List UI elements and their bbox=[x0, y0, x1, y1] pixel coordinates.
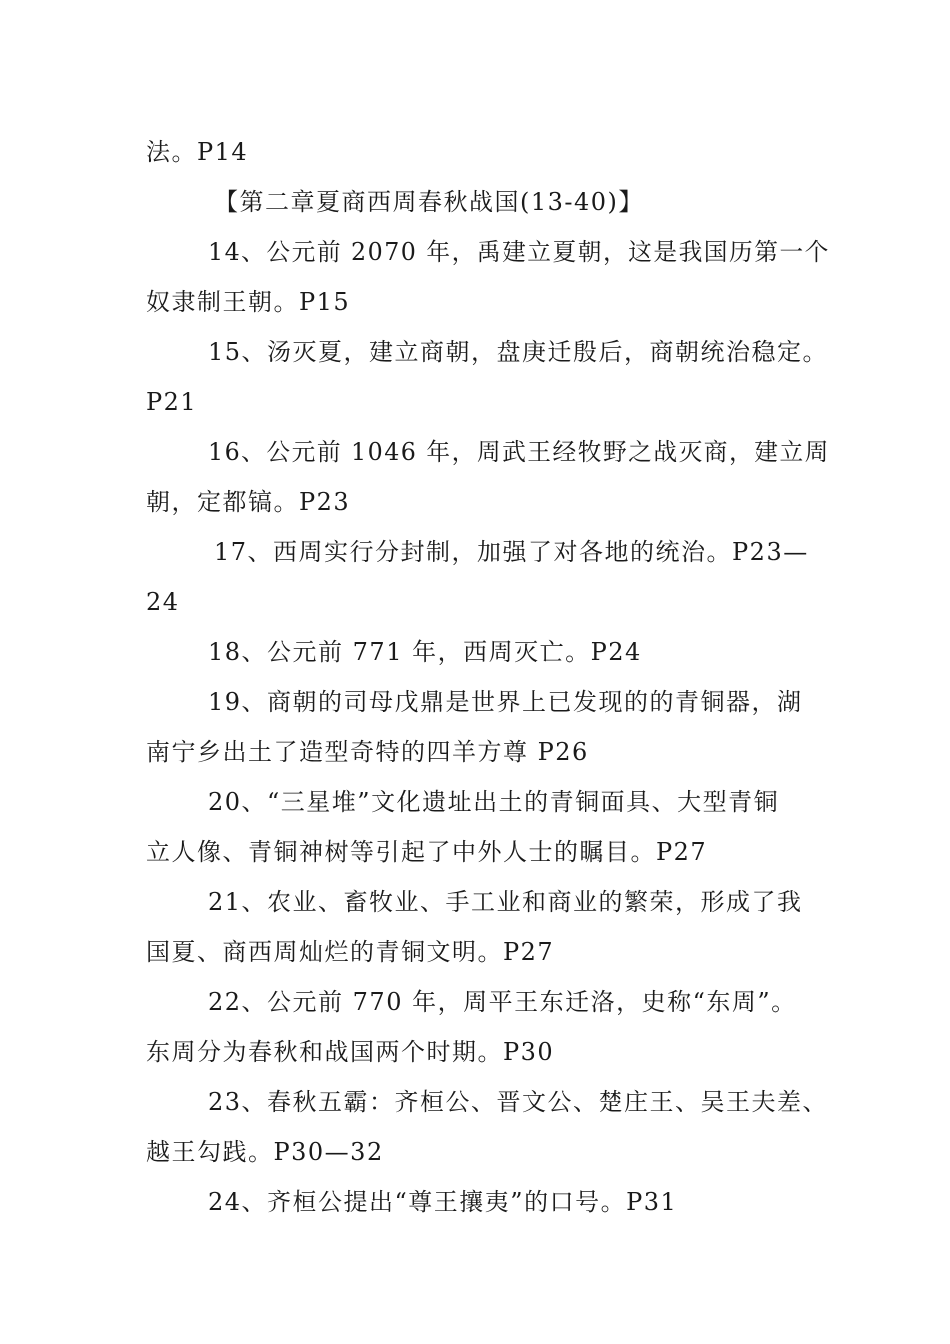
text-line: 奴隶制王朝。P15 bbox=[146, 288, 351, 316]
text-line: 东周分为春秋和战国两个时期。P30 bbox=[146, 1038, 555, 1066]
text-line: 14、公元前 2070 年，禹建立夏朝，这是我国历第一个 bbox=[208, 238, 830, 266]
text-line: P21 bbox=[146, 388, 198, 416]
text-line: 16、公元前 1046 年，周武王经牧野之战灭商，建立周 bbox=[208, 438, 830, 466]
text-line: 24、齐桓公提出“尊王攘夷”的口号。P31 bbox=[208, 1188, 678, 1216]
text-line: 22、公元前 770 年，周平王东迁洛，史称“东周”。 bbox=[208, 988, 797, 1016]
text-line: 国夏、商西周灿烂的青铜文明。P27 bbox=[146, 938, 555, 966]
text-line: 18、公元前 771 年，西周灭亡。P24 bbox=[208, 638, 642, 666]
text-line: 南宁乡出土了造型奇特的四羊方尊 P26 bbox=[146, 738, 589, 766]
text-line: 20、“三星堆”文化遗址出土的青铜面具、大型青铜 bbox=[208, 788, 780, 816]
text-line: 21、农业、畜牧业、手工业和商业的繁荣，形成了我 bbox=[208, 888, 803, 916]
text-line: 17、西周实行分封制，加强了对各地的统治。P23— bbox=[214, 538, 809, 566]
text-line: 朝，定都镐。P23 bbox=[146, 488, 351, 516]
text-line: 越王勾践。P30—32 bbox=[146, 1138, 384, 1166]
text-line: 23、春秋五霸：齐桓公、晋文公、楚庄王、吴王夫差、 bbox=[208, 1088, 829, 1116]
text-line: 法。P14 bbox=[146, 138, 249, 166]
text-line: 15、汤灭夏，建立商朝，盘庚迁殷后，商朝统治稳定。 bbox=[208, 338, 829, 366]
chapter-heading: 【第二章夏商西周春秋战国(13-40)】 bbox=[214, 188, 644, 216]
text-line: 24 bbox=[146, 588, 180, 616]
text-line: 19、商朝的司母戊鼎是世界上已发现的的青铜器，湖 bbox=[208, 688, 803, 716]
text-line: 立人像、青铜神树等引起了中外人士的瞩目。P27 bbox=[146, 838, 708, 866]
